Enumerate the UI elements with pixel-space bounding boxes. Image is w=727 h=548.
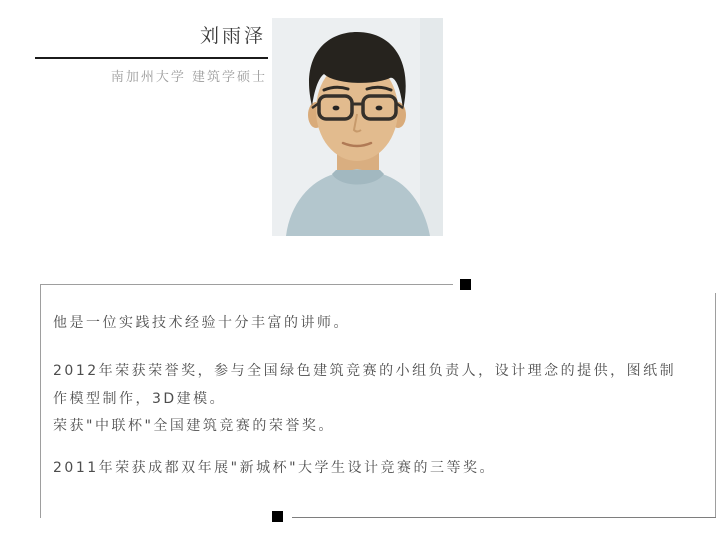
corner-square-bottom: [272, 511, 283, 522]
bio-line: 2011年荣获成都双年展"新城杯"大学生设计竞赛的三等奖。: [53, 460, 497, 476]
corner-square-top: [460, 279, 471, 290]
bio-line: 荣获"中联杯"全国建筑竞赛的荣誉奖。: [53, 418, 335, 434]
bio-paragraph-intro: [53, 310, 718, 338]
name-underline-divider: [35, 57, 268, 59]
bio-paragraph-2011-award: [53, 455, 718, 483]
bio-paragraph-2012-awards: [53, 358, 718, 441]
bio-box-border-bottom: [292, 517, 716, 518]
profile-name: 刘雨泽: [199, 25, 266, 47]
bio-box-border-left: [40, 284, 41, 518]
bio-box-border-top: [40, 284, 453, 285]
profile-education-subtitle: 南加州大学 建筑学硕士: [110, 70, 267, 85]
portrait-illustration: [272, 18, 443, 236]
profile-photo: [272, 18, 443, 236]
bio-line: 2012年荣获荣誉奖，参与全国绿色建筑竞赛的小组负责人，设计理念的提供，图纸制: [53, 363, 677, 379]
bio-line: 他是一位实践技术经验十分丰富的讲师。: [53, 315, 350, 331]
bio-line: 作模型制作，3D建模。: [53, 390, 227, 407]
